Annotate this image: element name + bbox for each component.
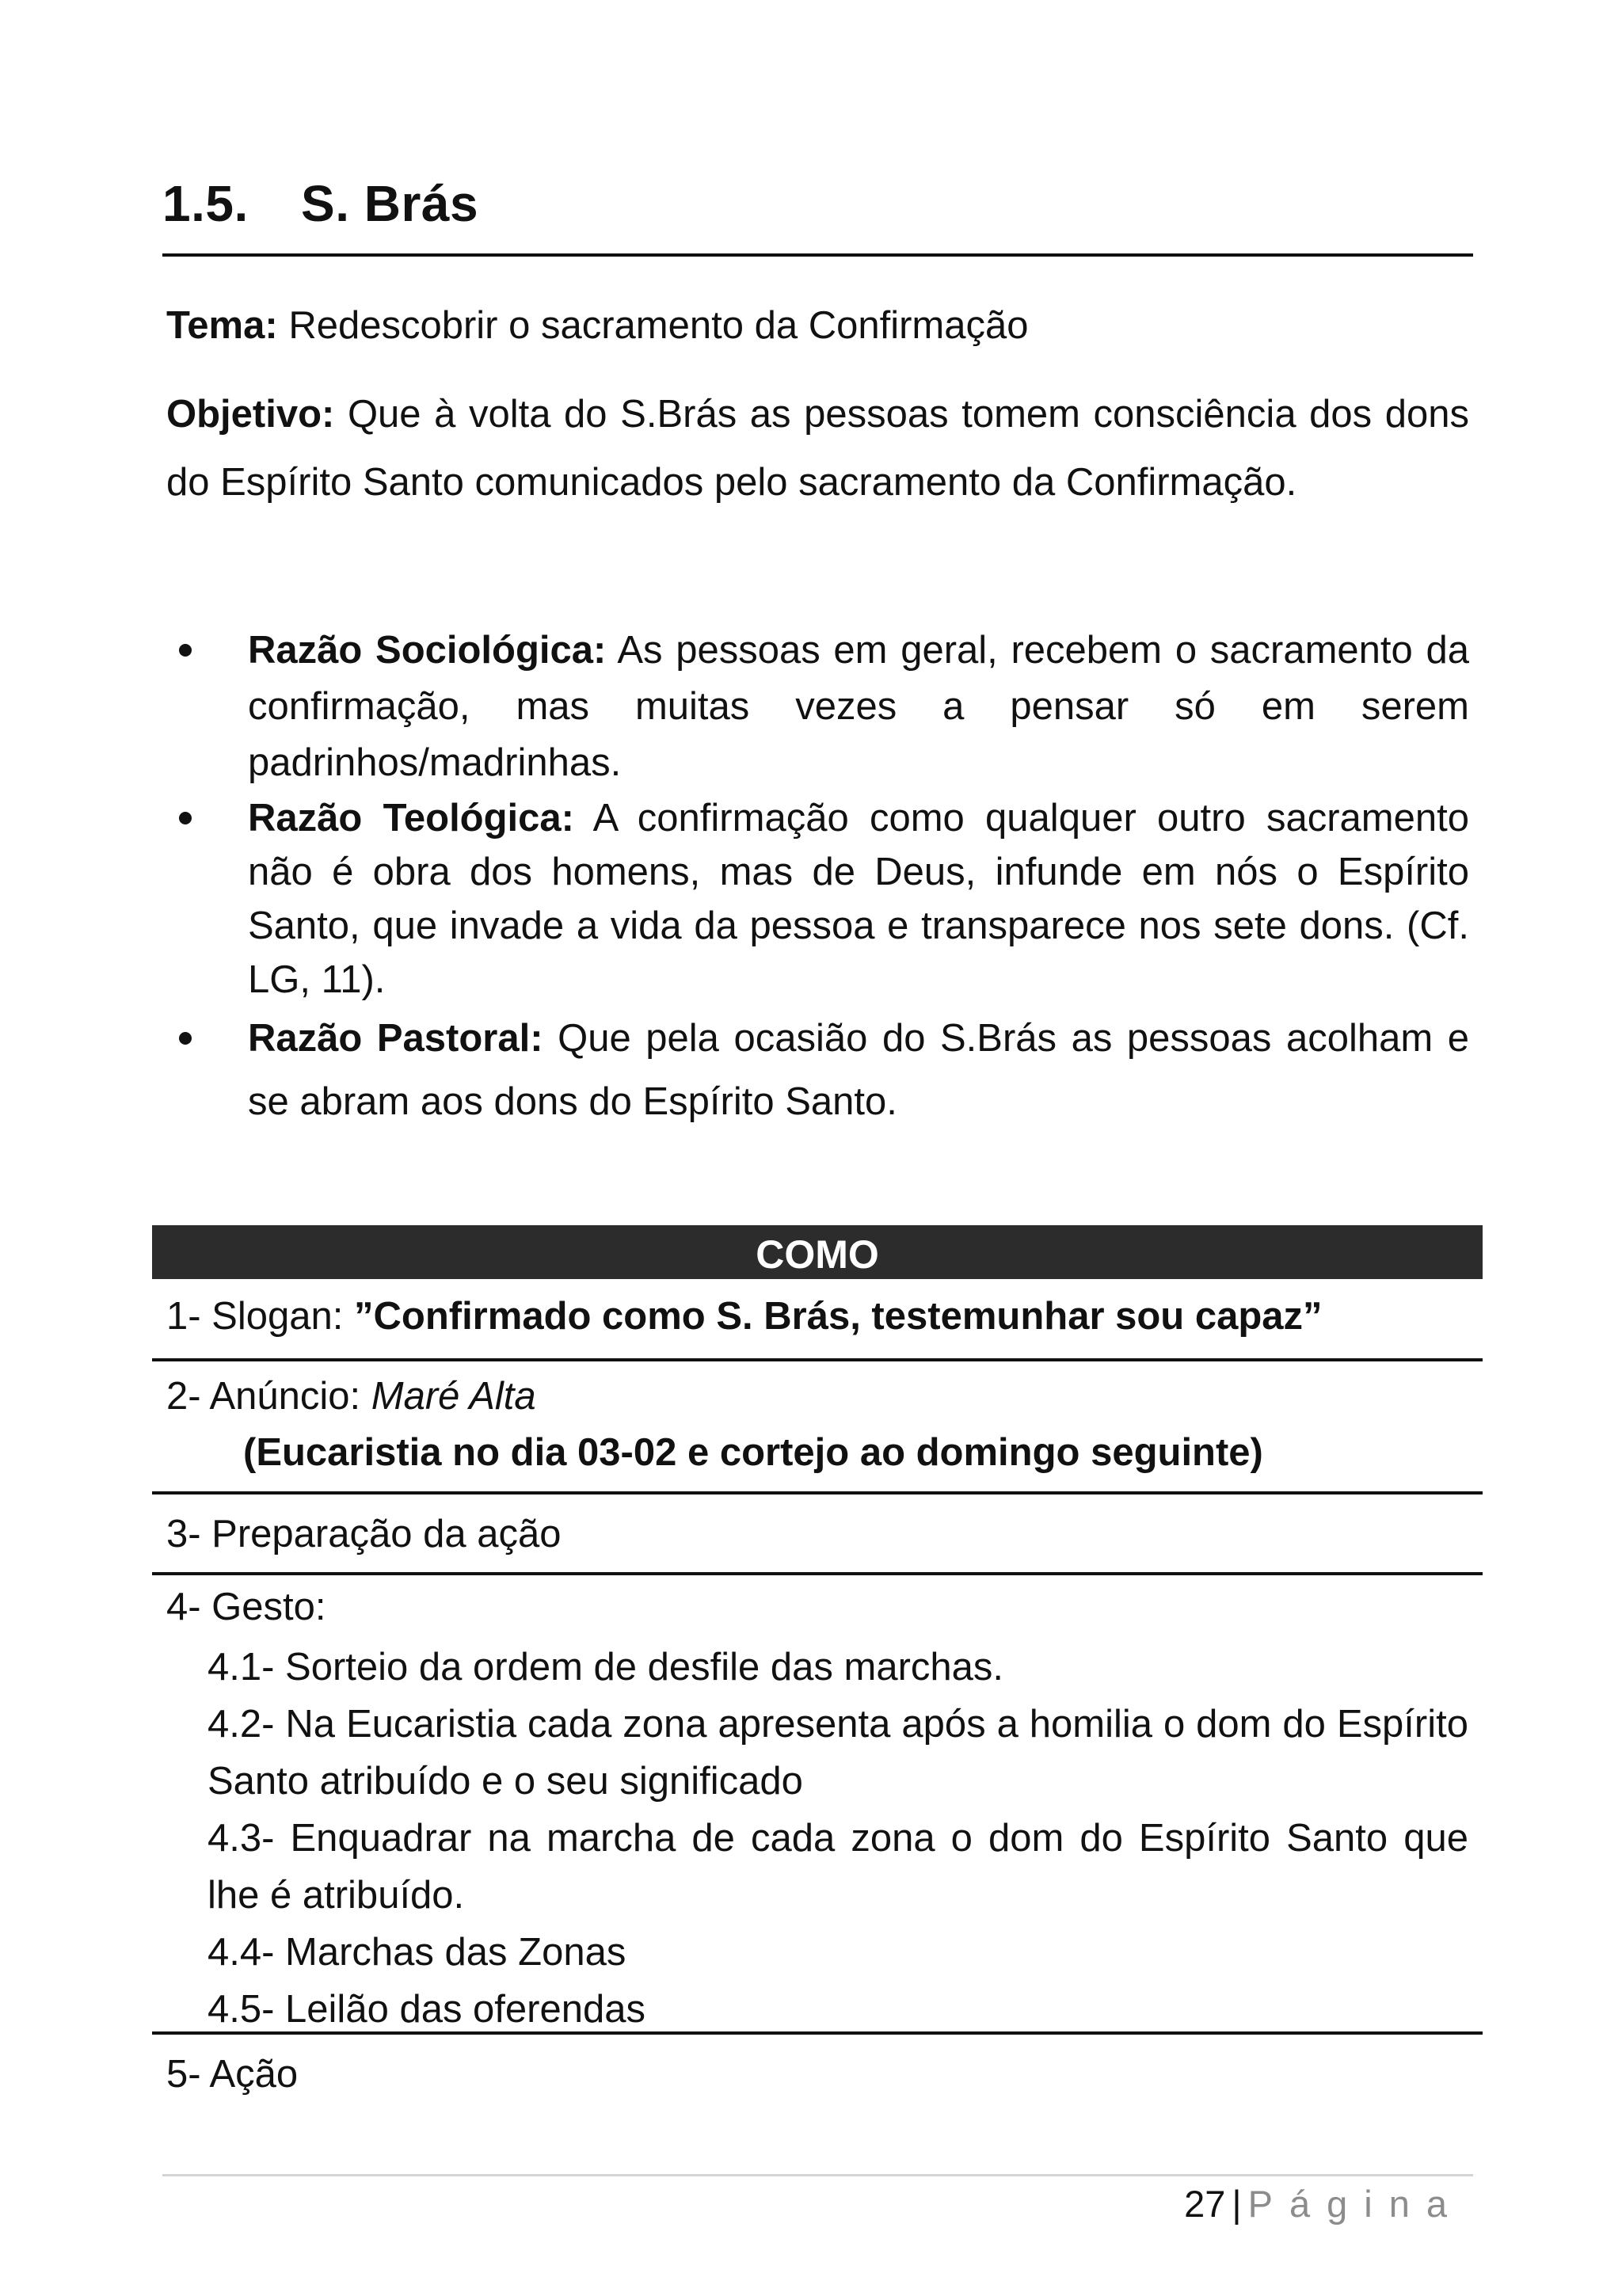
page-footer bbox=[1184, 2178, 1464, 2230]
objetivo-label: Objetivo: bbox=[166, 393, 335, 436]
gesto-label: 4- Gesto: bbox=[166, 1586, 326, 1628]
list-item bbox=[166, 1007, 1469, 1133]
anuncio-line bbox=[166, 1365, 1468, 1428]
table-row bbox=[152, 1494, 1483, 1575]
tema-text: Redescobrir o sacramento da Confirmação bbox=[288, 304, 1029, 347]
list-item bbox=[166, 791, 1469, 1007]
razao-label: Razão Pastoral: bbox=[248, 1017, 543, 1060]
bullet-icon bbox=[179, 644, 192, 657]
section-title: S. Brás bbox=[301, 175, 479, 232]
section-heading bbox=[162, 168, 478, 239]
slogan-text: ”Confirmado como S. Brás, testemunhar sou capaz” bbox=[354, 1295, 1323, 1338]
anuncio-label: 2- Anúncio: bbox=[166, 1375, 371, 1418]
footer-divider bbox=[162, 2174, 1473, 2176]
objetivo-paragraph bbox=[166, 380, 1469, 516]
footer-separator: | bbox=[1232, 2183, 1242, 2225]
section-number: 1.5. bbox=[162, 175, 249, 232]
gesto-item: 4.4- Marchas das Zonas bbox=[208, 1931, 626, 1974]
razoes-list bbox=[166, 623, 1469, 1133]
table-row bbox=[152, 1575, 1483, 2035]
bullet-icon bbox=[179, 812, 192, 824]
table-row bbox=[152, 1361, 1483, 1494]
list-item bbox=[166, 623, 1469, 791]
anuncio-title: Maré Alta bbox=[371, 1375, 536, 1418]
razao-text: A confirmação como qualquer outro sacramento não é obra dos homens, mas de Deus, infunde em nós o Espírito Santo, que invade a vida da pessoa e transparece nos sete dons. (Cf. LG, 11). bbox=[248, 797, 1469, 1001]
como-header: COMO bbox=[152, 1225, 1483, 1279]
gesto-item: 4.2- Na Eucaristia cada zona apresenta após a homilia o dom do Espírito Santo atribuído e o seu significado bbox=[208, 1703, 1468, 1803]
table-row bbox=[152, 1279, 1483, 1361]
bullet-icon bbox=[179, 1032, 192, 1045]
table-row bbox=[152, 2035, 1483, 2106]
preparacao-text: 3- Preparação da ação bbox=[166, 1513, 562, 1555]
gesto-item: 4.5- Leilão das oferendas bbox=[208, 1988, 645, 2031]
acao-text: 5- Ação bbox=[166, 2053, 299, 2096]
slogan-label: 1- Slogan: bbox=[166, 1295, 354, 1338]
page-number: 27 bbox=[1184, 2183, 1226, 2225]
heading-divider bbox=[162, 253, 1473, 257]
page-word: Página bbox=[1247, 2183, 1464, 2225]
razao-label: Razão Sociológica: bbox=[248, 629, 607, 672]
anuncio-detail: (Eucaristia no dia 03-02 e cortejo ao domingo seguinte) bbox=[243, 1431, 1263, 1474]
razao-label: Razão Teológica: bbox=[248, 797, 574, 840]
razao-text: Que pela ocasião do S.Brás as pessoas acolham e se abram aos dons do Espírito Santo. bbox=[248, 1017, 1469, 1123]
objetivo-text: Que à volta do S.Brás as pessoas tomem consciência dos dons do Espírito Santo comunicados pelo sacramento da Confirmação. bbox=[166, 393, 1469, 504]
como-table bbox=[152, 1225, 1483, 2106]
gesto-item: 4.1- Sorteio da ordem de desfile das marchas. bbox=[208, 1646, 1004, 1689]
tema-paragraph bbox=[166, 299, 1469, 352]
tema-label: Tema: bbox=[166, 304, 278, 347]
razao-text: As pessoas em geral, recebem o sacramento da confirmação, mas muitas vezes a pensar só em serem padrinhos/madrinhas. bbox=[248, 629, 1469, 784]
gesto-item: 4.3- Enquadrar na marcha de cada zona o dom do Espírito Santo que lhe é atribuído. bbox=[208, 1817, 1468, 1917]
